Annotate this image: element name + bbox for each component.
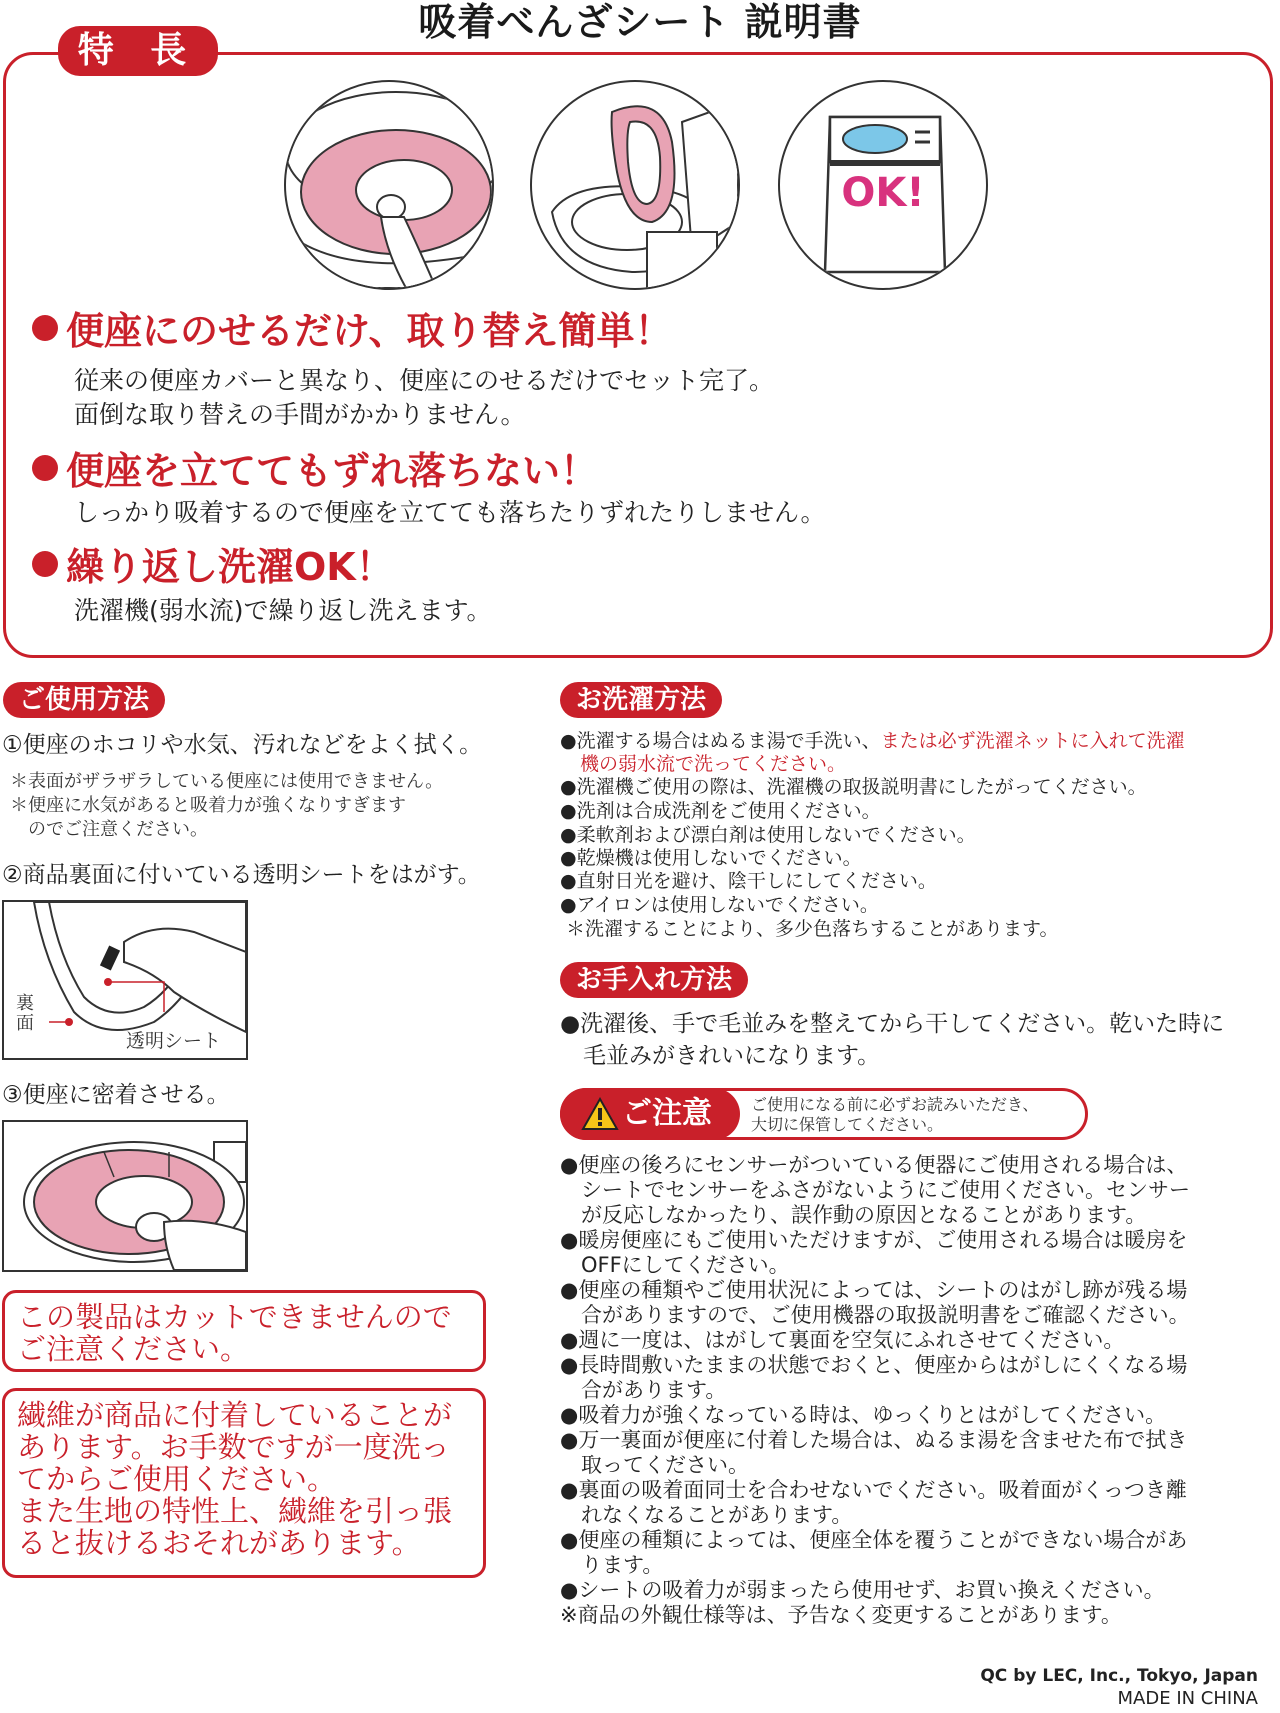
document-title: 吸着べんざシート 説明書: [418, 0, 862, 44]
washing-machine-illustration: [778, 80, 988, 290]
caution-item-line: ●暖房便座にもご使用いただけますが、ご使用される場合は暖房を: [560, 1228, 1188, 1252]
caution-list: [560, 1153, 1276, 1628]
usage-note-2: ＊便座に水気があると吸着力が強くなりすぎます: [10, 795, 406, 816]
peel-sheet-illustration: [2, 900, 248, 1060]
feature-text-2a: しっかり吸着するので便座を立てても落ちたりずれたりしません。: [74, 498, 826, 527]
caution-item-line: ●便座の後ろにセンサーがついている便器にご使用される場合は、: [560, 1153, 1188, 1177]
usage-step-1: ①便座のホコリや水気、汚れなどをよく拭く。: [2, 732, 483, 758]
caution-item-line: ●便座の種類やご使用状況によっては、シートのはがし跡が残る場: [560, 1278, 1188, 1302]
caution-tab: ご注意: [560, 1088, 740, 1140]
bullet-icon: [32, 315, 58, 341]
caution-item-line: ●シートの吸着力が弱まったら使用せず、お買い換えください。: [560, 1578, 1165, 1602]
fiber-line-1: 繊維が商品に付着していることが: [17, 1398, 453, 1432]
caution-item-line: が反応しなかったり、誤作動の原因となることがあります。: [560, 1203, 1147, 1227]
washing-line-4: ●洗剤は合成洗剤をご使用ください。: [560, 800, 881, 822]
no-cut-warning-box: [2, 1290, 486, 1372]
feature-text-1a: 従来の便座カバーと異なり、便座にのせるだけでセット完了。: [74, 366, 775, 395]
care-line-2: 毛並みがきれいになります。: [560, 1043, 881, 1069]
care-line-1: ●洗濯後、手で毛並みを整えてから干してください。乾いた時に: [560, 1011, 1225, 1037]
washing-line-5: ●柔軟剤および漂白剤は使用しないでください。: [560, 824, 976, 846]
caution-item-line: OFFにしてください。: [560, 1253, 790, 1277]
no-cut-line-1: この製品はカットできませんので: [17, 1300, 452, 1334]
fiber-warning-box: [2, 1388, 486, 1578]
fiber-line-3: てからご使用ください。: [17, 1462, 337, 1496]
caution-item-line: ●吸着力が強くなっている時は、ゆっくりとはがしてください。: [560, 1403, 1167, 1427]
clear-sheet-label: 透明シート: [126, 1030, 222, 1052]
usage-step-3: ③便座に密着させる。: [2, 1082, 230, 1108]
caution-item-line: ●裏面の吸着面同士を合わせないでください。吸着面がくっつき離: [560, 1478, 1187, 1502]
washing-line-9: ＊洗濯することにより、多少色落ちすることがあります。: [566, 918, 1059, 940]
feature-text-3a: 洗濯機(弱水流)で繰り返し洗えます。: [74, 596, 492, 625]
bullet-icon: [32, 455, 58, 481]
washing-line-1: ●洗濯する場合はぬるま湯で手洗い、または必ず洗濯ネットに入れて洗濯: [560, 730, 1185, 752]
washing-line-7: ●直射日光を避け、陰干しにしてください。: [560, 870, 937, 892]
feature-heading-1: 便座にのせるだけ、取り替え簡単！: [32, 308, 672, 354]
no-cut-line-2: ご注意ください。: [17, 1332, 250, 1366]
usage-tab: ご使用方法: [3, 682, 165, 718]
warning-icon: [581, 1097, 619, 1131]
attach-seat-illustration: [2, 1120, 248, 1272]
washing-line-2: 機の弱水流で洗ってください。: [580, 753, 847, 775]
caution-item-line: 合がありますので、ご使用機器の取扱説明書をご確認ください。: [560, 1303, 1190, 1327]
caution-item-line: シートでセンサーをふさがないようにご使用ください。センサー: [560, 1178, 1190, 1202]
caution-item-line: ●週に一度は、はがして裏面を空気にふれさせてください。: [560, 1328, 1125, 1352]
caution-item-line: 合があります。: [560, 1378, 727, 1402]
bullet-icon: [32, 551, 58, 577]
care-tab: お手入れ方法: [560, 962, 748, 998]
fiber-line-4: また生地の特性上、繊維を引っ張: [17, 1494, 453, 1528]
washing-tab: お洗濯方法: [560, 682, 722, 718]
feature-text-1b: 面倒な取り替えの手間がかかりません。: [74, 400, 526, 429]
caution-header: [560, 1088, 1088, 1140]
caution-note-2: 大切に保管してください。: [751, 1115, 944, 1134]
caution-item-line: ●長時間敷いたままの状態でおくと、便座からはがしにくくなる場: [560, 1353, 1188, 1377]
caution-item-line: ●万一裏面が便座に付着した場合は、ぬるま湯を含ませた布で拭き: [560, 1428, 1188, 1452]
caution-item-line: ります。: [560, 1553, 664, 1577]
origin-label: MADE IN CHINA: [1117, 1688, 1258, 1709]
usage-note-3: のでご注意ください。: [10, 819, 208, 840]
fiber-line-5: ると抜けるおそれがあります。: [17, 1526, 421, 1560]
usage-step-2: ②商品裏面に付いている透明シートをはがす。: [2, 862, 481, 888]
feature-heading-2: 便座を立ててもずれ落ちない！: [32, 448, 598, 494]
washing-line-8: ●アイロンは使用しないでください。: [560, 894, 879, 916]
caution-item-line: 取ってください。: [560, 1453, 749, 1477]
ok-label: OK!: [841, 170, 925, 216]
caution-item-line: れなくなることがあります。: [560, 1503, 853, 1527]
feature-heading-3: 繰り返し洗濯OK！: [32, 544, 394, 590]
caution-item-line: ●便座の種類によっては、便座全体を覆うことができない場合があ: [560, 1528, 1188, 1552]
manufacturer-credit: QC by LEC, Inc., Tokyo, Japan: [980, 1666, 1258, 1686]
washing-line-6: ●乾燥機は使用しないでください。: [560, 847, 862, 869]
fiber-line-2: あります。お手数ですが一度洗っ: [17, 1430, 450, 1464]
caution-item-line: ※商品の外観仕様等は、予告なく変更することがあります。: [560, 1603, 1122, 1627]
seat-raised-illustration: [530, 80, 740, 290]
usage-note-1: ＊表面がザラザラしている便座には使用できません。: [10, 771, 444, 792]
washing-line-3: ●洗濯機ご使用の際は、洗濯機の取扱説明書にしたがってください。: [560, 776, 1147, 798]
features-tab: 特 長: [58, 26, 218, 76]
caution-note-1: ご使用になる前に必ずお読みいただき、: [751, 1095, 1039, 1114]
seat-placement-illustration: [284, 80, 494, 290]
back-side-label: 裏面: [16, 993, 34, 1034]
